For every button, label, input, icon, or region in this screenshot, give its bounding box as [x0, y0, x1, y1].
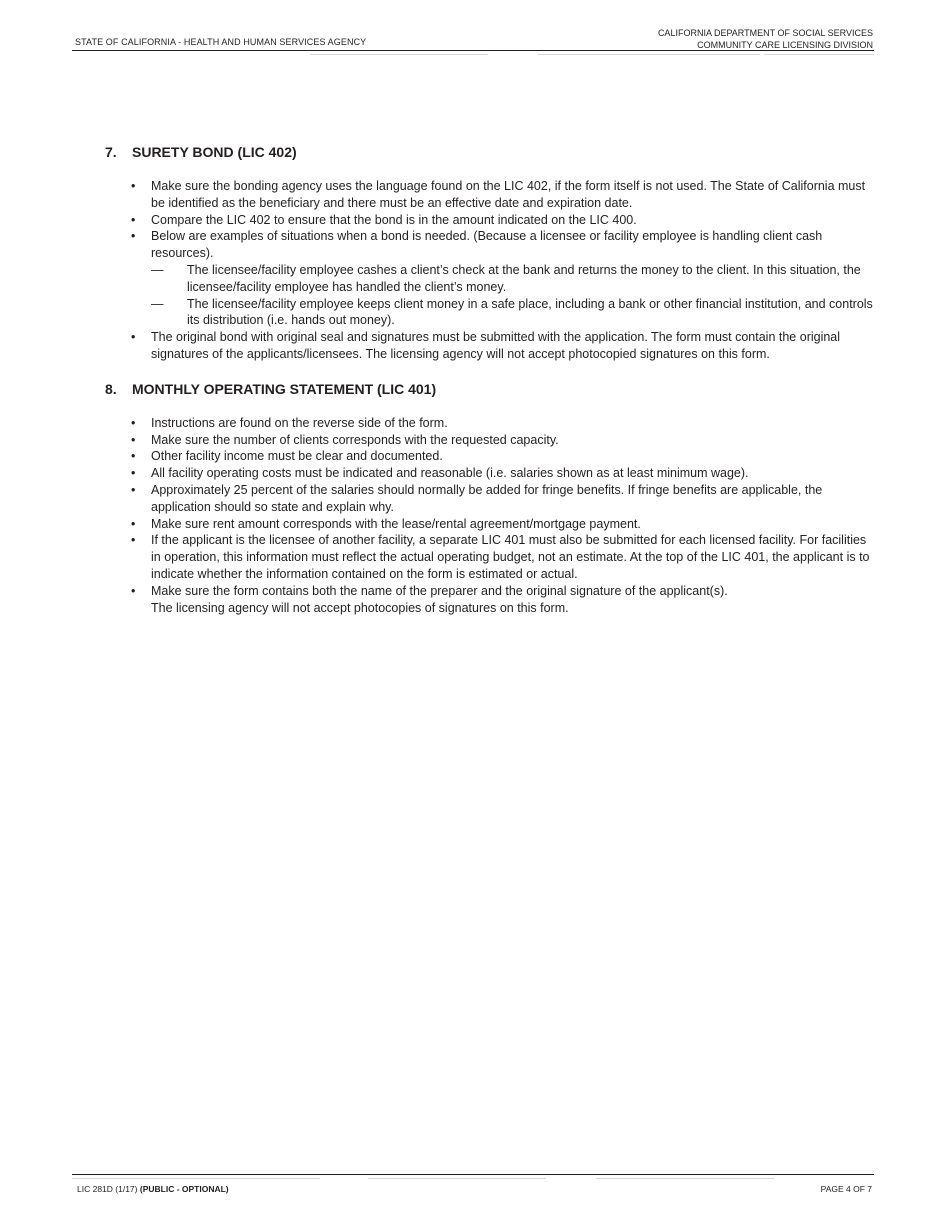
section-number: 8.	[105, 380, 117, 397]
list-item	[130, 516, 875, 533]
bullet-list	[105, 178, 875, 363]
section-title: MONTHLY OPERATING STATEMENT (LIC 401)	[132, 380, 437, 397]
bullet-icon: •	[131, 516, 136, 531]
department-name	[658, 27, 873, 51]
page-header	[72, 24, 874, 52]
form-identifier	[77, 1184, 229, 1194]
bullet-icon: •	[131, 179, 136, 193]
sub-list-item-text: The licensee/facility employee cashes a client’s check at the bank and returns the money to the client. In this situation, the licensee/facility employee has handled the client’s money.	[187, 262, 861, 294]
sub-list-item	[151, 296, 875, 330]
agency-name: STATE OF CALIFORNIA - HEALTH AND HUMAN SERVICES AGENCY	[75, 37, 367, 47]
division-line-2: COMMUNITY CARE LICENSING DIVISION	[697, 40, 873, 50]
list-item-text: Other facility income must be clear and documented.	[151, 449, 443, 464]
form-id: LIC 281D (1/17)	[77, 1184, 138, 1194]
list-item-continuation: The licensing agency will not accept photocopies of signatures on this form.	[151, 600, 569, 615]
section-number: 7.	[105, 144, 117, 160]
list-item-text: Instructions are found on the reverse side of the form.	[151, 415, 448, 430]
section-title: SURETY BOND (LIC 402)	[132, 144, 297, 160]
bullet-icon: •	[131, 415, 136, 430]
header-faint-rule	[764, 54, 874, 55]
list-item-text: Make sure the form contains both the name of the preparer and the original signature of the applicant(s).	[151, 583, 728, 598]
bullet-list	[105, 415, 875, 617]
header-faint-rule	[310, 54, 488, 55]
department-line-1: CALIFORNIA DEPARTMENT OF SOCIAL SERVICES	[657, 28, 873, 38]
list-item	[130, 228, 875, 329]
footer-faint-rule	[72, 1178, 320, 1179]
list-item	[130, 329, 875, 363]
list-item	[130, 432, 875, 449]
list-item	[130, 448, 875, 465]
list-item-text: If the applicant is the licensee of another facility, a separate LIC 401 must also be submitted for each licensed facility. For facilities in operation, this information must reflect the actual operating budget, not an estimate. At the top of the LIC 401, the applicant is to indicate whether the information contained on the form is estimated or actual.	[151, 533, 870, 581]
bullet-icon: •	[131, 330, 136, 345]
footer-faint-rule	[596, 1178, 774, 1179]
document-body	[105, 143, 875, 616]
list-item	[130, 583, 875, 617]
dash-icon: —	[151, 296, 164, 311]
section-surety-bond	[105, 143, 875, 363]
bullet-icon: •	[131, 533, 136, 548]
list-item-text: Make sure the bonding agency uses the language found on the LIC 402, if the form itself is not used. The State of California must be identified as the beneficiary and there must be an effective date and expiration date.	[151, 179, 866, 210]
list-item	[130, 465, 875, 482]
footer-faint-rule	[368, 1178, 546, 1179]
list-item-text: Make sure the number of clients corresponds with the requested capacity.	[151, 432, 559, 447]
list-item-text: Make sure rent amount corresponds with the lease/rental agreement/mortgage payment.	[151, 516, 641, 531]
list-item-text: Approximately 25 percent of the salaries should normally be added for fringe benefits. If fringe benefits are applicable, the application should so state and explain why.	[151, 482, 823, 514]
bullet-icon: •	[131, 482, 136, 497]
bullet-icon: •	[131, 229, 136, 244]
sub-list-item	[151, 262, 875, 296]
list-item	[130, 212, 875, 229]
page-number: PAGE 4 OF 7	[820, 1184, 872, 1194]
dash-icon: —	[151, 262, 164, 277]
list-item	[130, 415, 875, 432]
list-item-text: All facility operating costs must be indicated and reasonable (i.e. salaries shown as at least minimum wage).	[151, 466, 749, 481]
sub-list	[151, 262, 875, 329]
bullet-icon: •	[131, 212, 136, 227]
list-item-text: Below are examples of situations when a bond is needed. (Because a licensee or facility employee is handling client cash resources).	[151, 229, 823, 261]
list-item-text: Compare the LIC 402 to ensure that the bond is in the amount indicated on the LIC 400.	[151, 212, 637, 227]
bullet-icon: •	[131, 432, 136, 447]
header-faint-rule	[538, 54, 760, 55]
list-item-text: The original bond with original seal and signatures must be submitted with the application. The form must contain the original signatures of the applicants/licensees. The licensing agency will not accept photocopied signatures on this form.	[151, 330, 841, 361]
footer-rule	[72, 1174, 874, 1175]
bullet-icon: •	[131, 583, 136, 598]
list-item	[130, 178, 875, 212]
sub-list-item-text: The licensee/facility employee keeps client money in a safe place, including a bank or other financial institution, and controls its distribution (i.e. hands out money).	[187, 296, 873, 328]
bullet-icon: •	[131, 449, 136, 464]
page-footer	[72, 1172, 874, 1202]
form-status: (PUBLIC - OPTIONAL)	[139, 1184, 229, 1194]
bullet-icon: •	[131, 466, 136, 481]
section-heading	[105, 380, 875, 398]
list-item	[130, 532, 875, 582]
section-monthly-operating-statement	[105, 380, 875, 617]
header-rule	[72, 50, 874, 51]
section-heading	[105, 143, 875, 161]
list-item	[130, 482, 875, 516]
